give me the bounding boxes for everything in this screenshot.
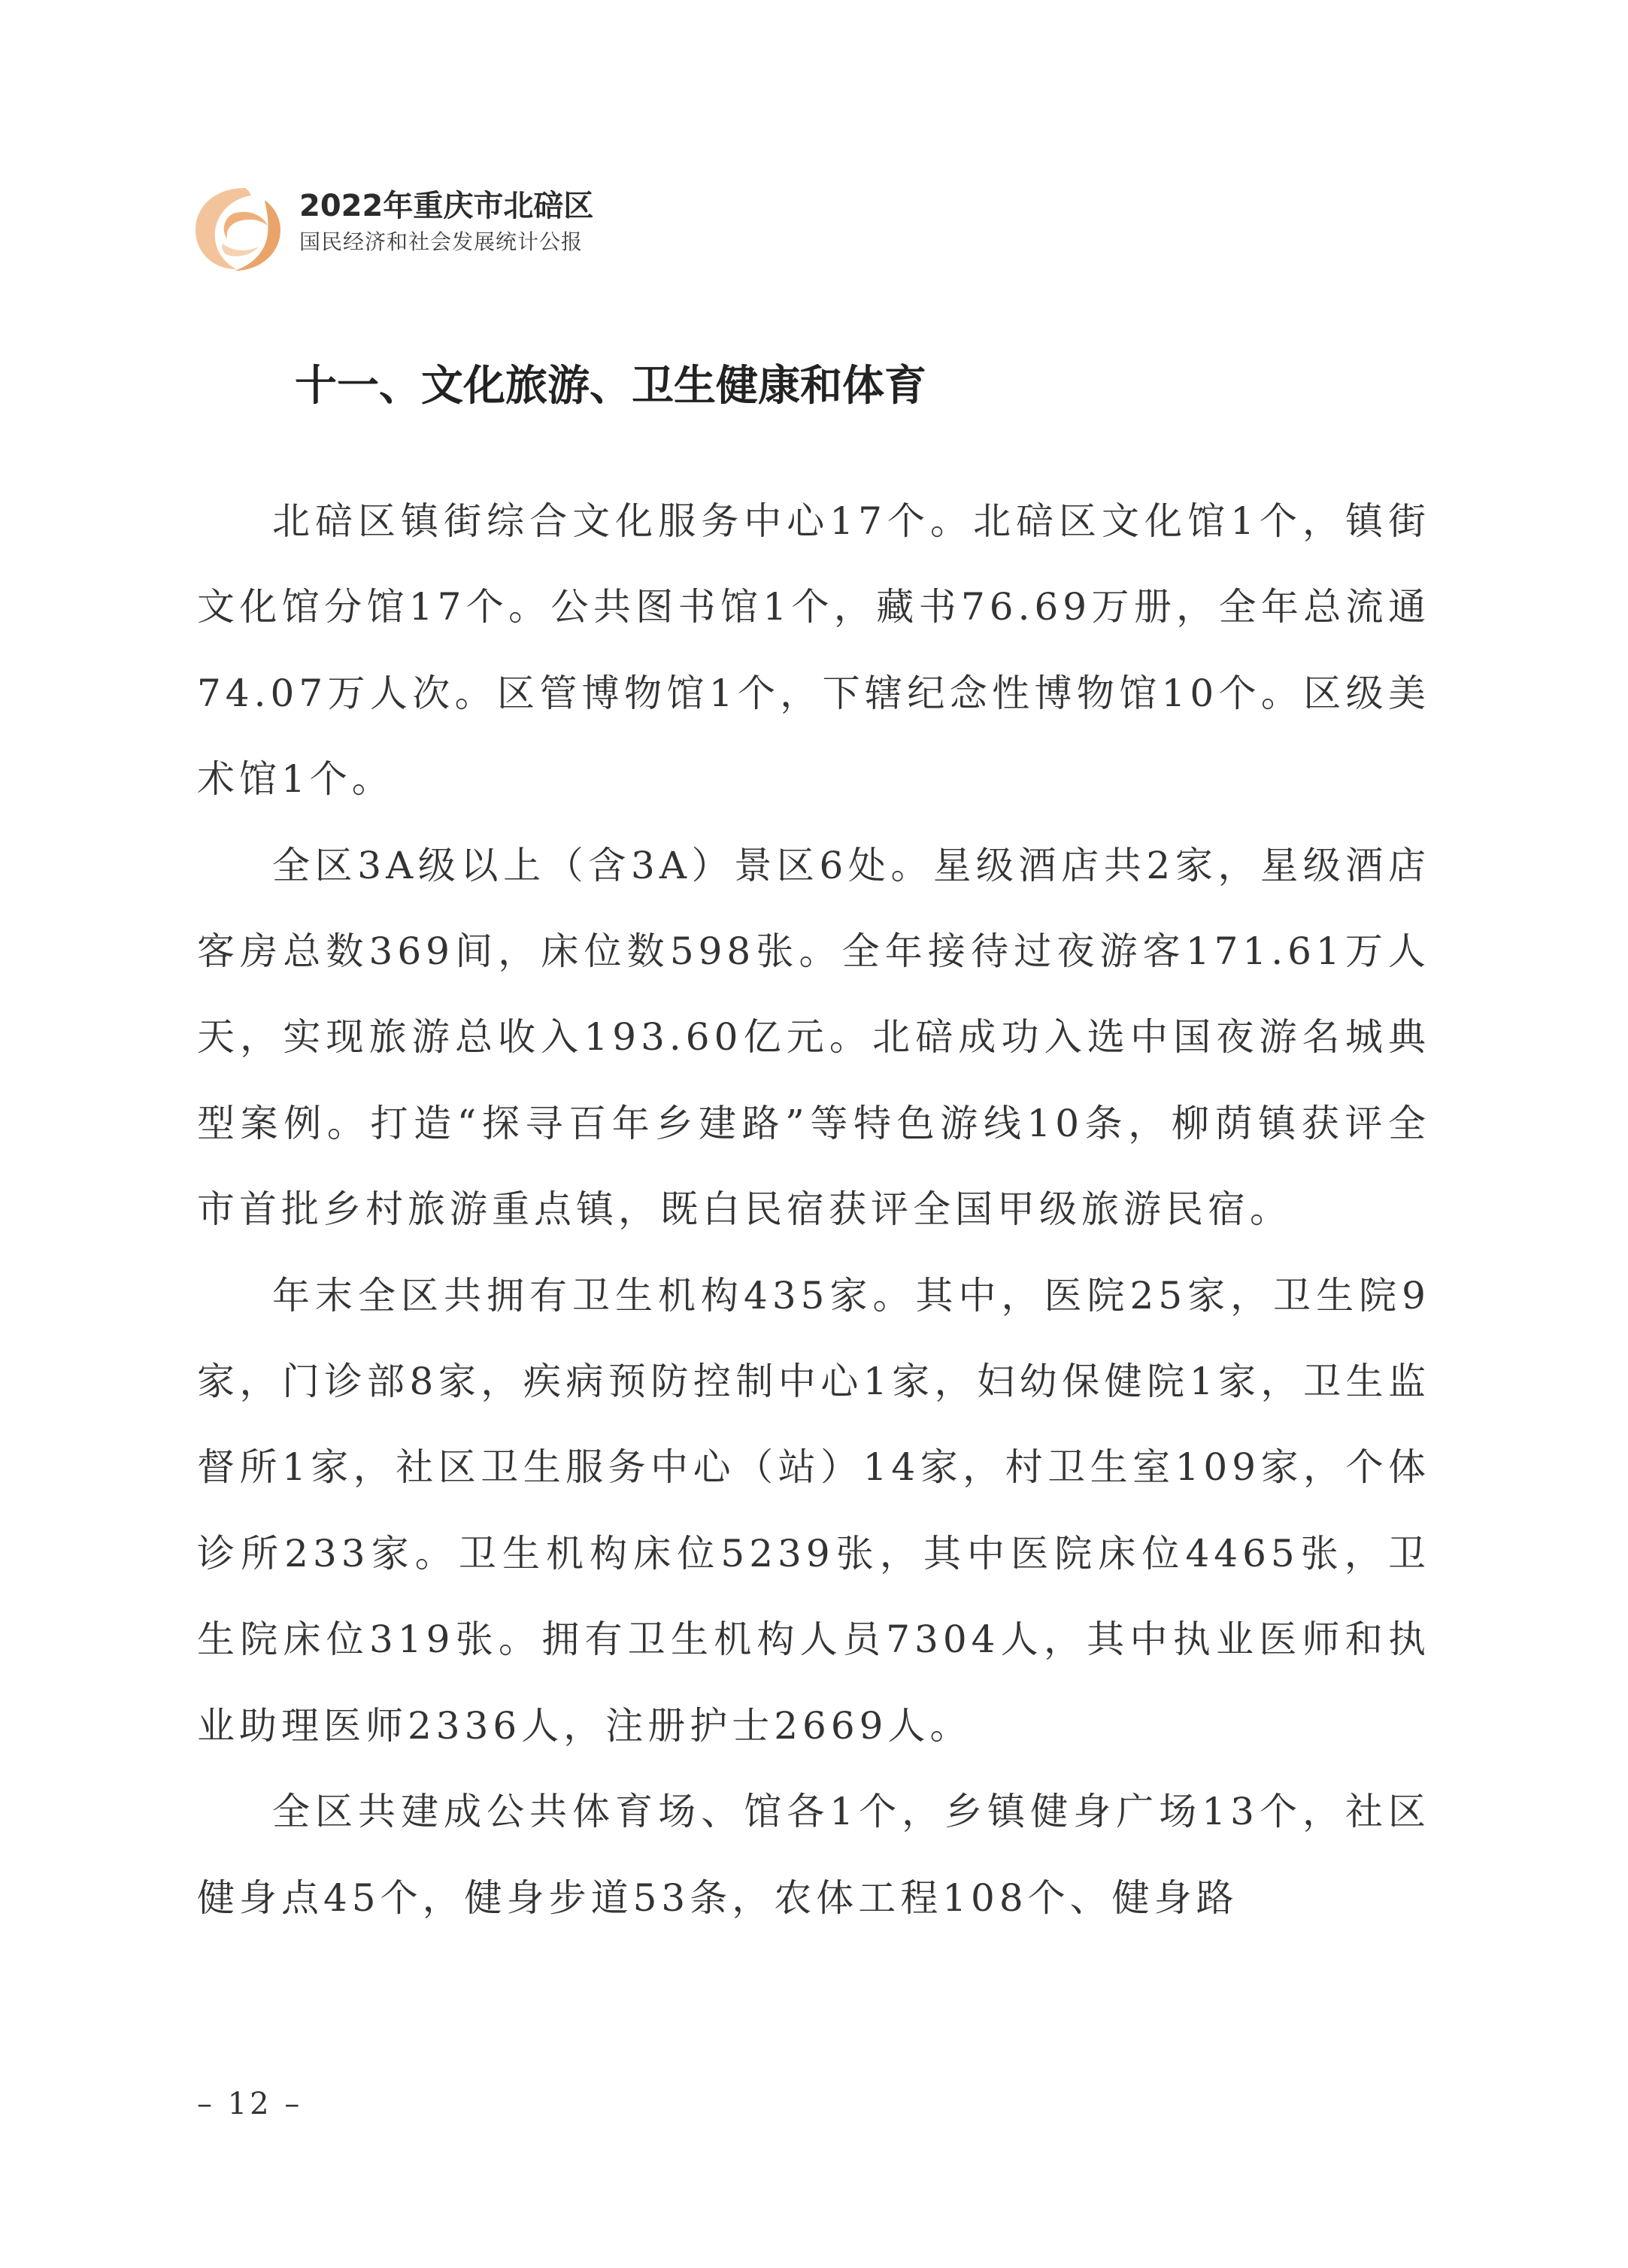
report-header	[193, 183, 869, 274]
paragraph-culture: 北碚区镇街综合文化服务中心17个。北碚区文化馆1个，镇街文化馆分馆17个。公共图书馆1个，藏书76.69万册，全年总流通74.07万人次。区管博物馆1个，下辖纪念性博物馆10个。区级美术馆1个。	[197, 499, 1430, 802]
body-text	[197, 478, 1430, 1941]
paragraph-health: 年末全区共拥有卫生机构435家。其中，医院25家，卫生院9家，门诊部8家，疾病预防控制中心1家，妇幼保健院1家，卫生监督所1家，社区卫生服务中心（站）14家，村卫生室109家，个体诊所233家。卫生机构床位5239张，其中医院床位4465张，卫生院床位319张。拥有卫生机构人员7304人，其中执业医师和执业助理医师2336人，注册护士2669人。	[197, 1273, 1430, 1748]
section-heading: 十一、文化旅游、卫生健康和体育	[295, 362, 926, 411]
header-title: 2022年重庆市北碚区	[299, 189, 594, 223]
paragraph-sports: 全区共建成公共体育场、馆各1个，乡镇健身广场13个，社区健身点45个，健身步道53条，农体工程108个、健身路	[197, 1790, 1430, 1920]
header-subtitle: 国民经济和社会发展统计公报	[299, 229, 584, 254]
header-text	[299, 186, 593, 259]
report-logo-icon	[193, 183, 289, 272]
page-number: – 12 –	[197, 2087, 303, 2121]
paragraph-tourism: 全区3A级以上（含3A）景区6处。星级酒店共2家，星级酒店客房总数369间，床位数598张。全年接待过夜游客171.61万人天，实现旅游总收入193.60亿元。北碚成功入选中国夜游名城典型案例。打造“探寻百年乡建路”等特色游线10条，柳荫镇获评全市首批乡村旅游重点镇，既白民宿获评全国甲级旅游民宿。	[197, 843, 1430, 1232]
